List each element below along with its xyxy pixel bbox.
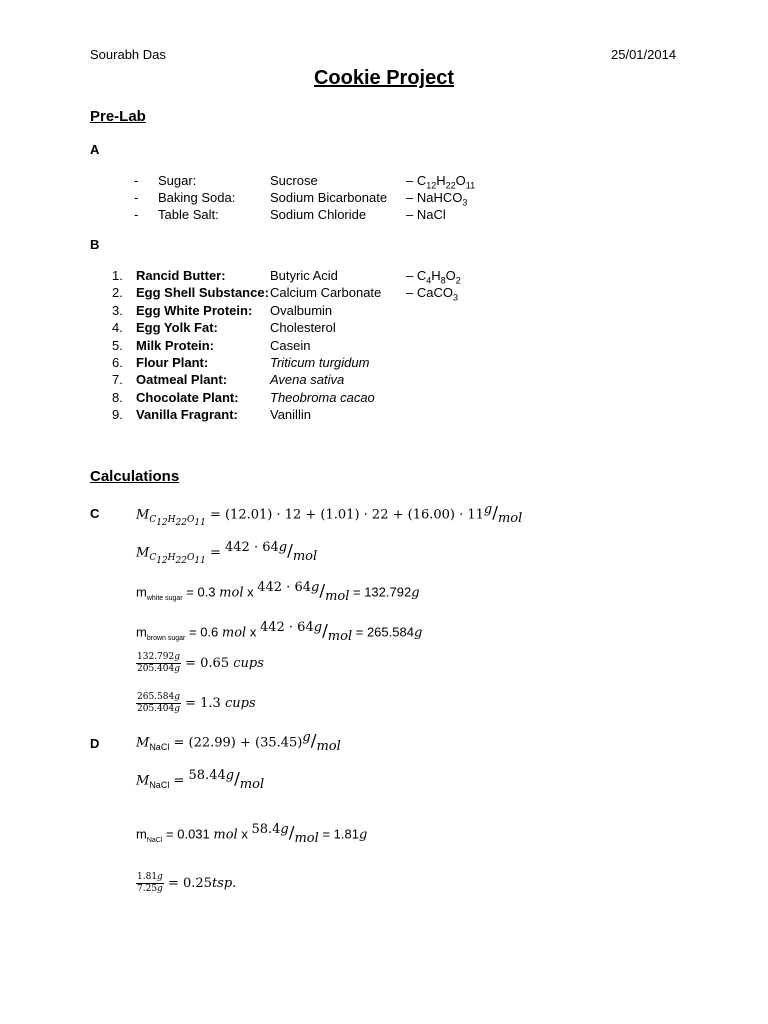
- list-number: 4.: [112, 320, 123, 336]
- compound-name: Theobroma cacao: [270, 389, 375, 405]
- section-a-label: A: [90, 142, 100, 157]
- list-bullet: -: [134, 207, 139, 222]
- item-name: Flour Plant:: [136, 355, 209, 370]
- section-c-label: C: [90, 506, 100, 521]
- item-name: Egg White Protein:: [136, 302, 253, 318]
- compound-name: Calcium Carbonate: [270, 285, 382, 301]
- item-name: Egg Shell Substance:: [136, 285, 269, 301]
- compound-name: Sodium Bicarbonate: [270, 190, 388, 205]
- section-d-label: D: [90, 736, 100, 751]
- item-name: Oatmeal Plant:: [136, 372, 228, 388]
- equation-molar-mass-nacl-result: $M_{NaCl} = ^{58.44g}/_{mol}$: [136, 768, 265, 792]
- equation-molar-mass-sucrose: $M_{C_{12}H_{22}O_{11}} = (12.01) \cdot 12 + (1.01) \cdot 22 + (16.00) \cdot 11^g/_{mol}$: [136, 502, 523, 528]
- item-name: Milk Protein:: [136, 337, 215, 353]
- document-date: 25/01/2014: [611, 47, 677, 62]
- list-number: 1.: [112, 268, 123, 283]
- prelab-heading: Pre-Lab: [90, 108, 146, 125]
- chemical-formula: – $C_{12}H_{22}O_{11}$: [406, 173, 476, 191]
- compound-name: Vanillin: [270, 407, 311, 423]
- list-number: 2.: [112, 285, 123, 301]
- item-name: Baking Soda:: [158, 190, 236, 205]
- compound-name: Sodium Chloride: [270, 207, 367, 222]
- list-number: 5.: [112, 337, 123, 353]
- item-name: Rancid Butter:: [136, 268, 226, 283]
- chemical-formula: – CaCO$_3$: [406, 285, 458, 303]
- chemical-formula: – $C_4H_8O_2$: [406, 268, 461, 286]
- equation-white-sugar-mass: $m_{white sugar} = 0.3$ mol x $^{442 \cdot 64g}/_{mol} = 132.792g$: [136, 580, 420, 604]
- compound-name: Butyric Acid: [270, 268, 338, 283]
- equation-white-sugar-cups: $\frac{132.792g}{205.404g}$ = 0.65 cups: [137, 652, 264, 674]
- equation-brown-sugar-mass: $m_{brown sugar} = 0.6$ mol x $^{442 \cdot 64g}/_{mol} = 265.584g$: [136, 620, 423, 644]
- list-number: 7.: [112, 372, 123, 388]
- author-name: Sourabh Das: [90, 47, 166, 62]
- chemical-formula: – NaHCO$_3$: [406, 190, 468, 208]
- list-number: 8.: [112, 389, 123, 405]
- list-number: 6.: [112, 355, 123, 370]
- equation-brown-sugar-cups: $\frac{265.584g}{205.404g}$ = 1.3 cups: [137, 692, 256, 714]
- equation-molar-mass-result: $M_{C_{12}H_{22}O_{11}} = ^{442 \cdot 64g}/_{mol}$: [136, 540, 318, 566]
- compound-name: Triticum turgidum: [270, 355, 370, 370]
- item-name: Egg Yolk Fat:: [136, 320, 218, 336]
- equation-nacl-teaspoons: $\frac{1.81g}{7.25g}$ = 0.25tsp.: [137, 872, 237, 894]
- item-name: Table Salt:: [158, 207, 219, 222]
- compound-name: Cholesterol: [270, 320, 336, 336]
- list-bullet: -: [134, 173, 139, 188]
- section-b-label: B: [90, 237, 100, 252]
- item-name: Vanilla Fragrant:: [136, 407, 238, 423]
- list-number: 3.: [112, 302, 123, 318]
- page-title: Cookie Project: [313, 67, 455, 89]
- list-bullet: -: [134, 190, 139, 205]
- chemical-formula: – NaCl: [406, 207, 446, 222]
- compound-name: Sucrose: [270, 173, 318, 188]
- item-name: Sugar:: [158, 173, 197, 188]
- compound-name: Avena sativa: [270, 372, 345, 388]
- equation-molar-mass-nacl: $M_{NaCl} = (22.99) + (35.45)^g/_{mol}$: [136, 730, 341, 754]
- compound-name: Ovalbumin: [270, 302, 333, 318]
- calculations-heading: Calculations: [90, 468, 180, 485]
- compound-name: Casein: [270, 337, 311, 353]
- equation-nacl-mass: $m_{NaCl} = 0.031$ mol x $^{58.4g}/_{mol} = 1.81g$: [136, 822, 368, 846]
- list-number: 9.: [112, 407, 123, 423]
- item-name: Chocolate Plant:: [136, 389, 239, 405]
